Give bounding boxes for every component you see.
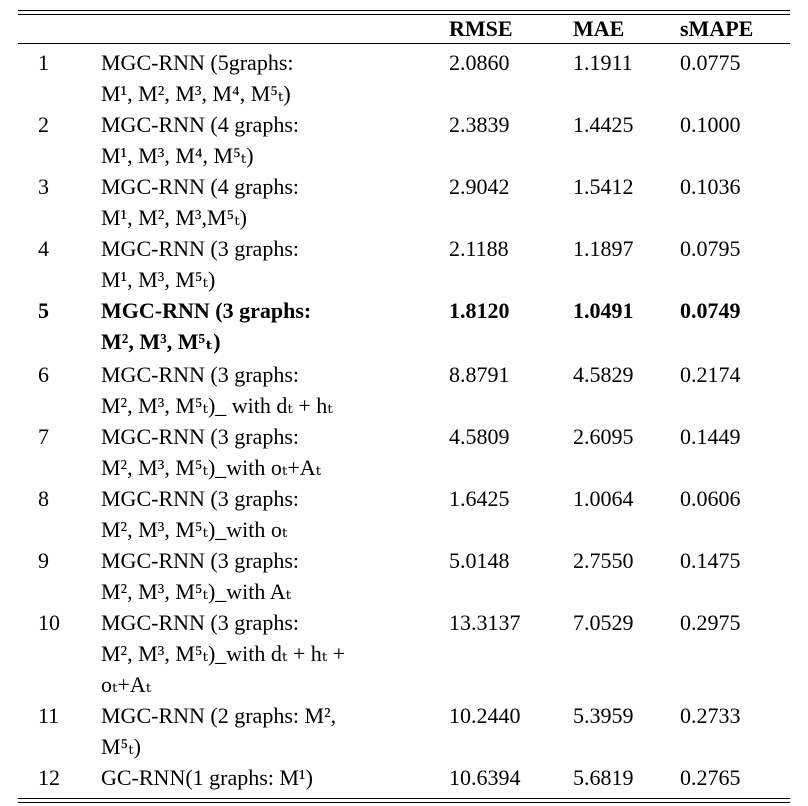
model-line: MGC-RNN (4 graphs: (101, 174, 299, 199)
row-rmse: 13.3137 (449, 610, 521, 635)
row-index: 8 (38, 486, 49, 511)
row-mae: 2.6095 (573, 424, 634, 449)
row-rmse: 4.5809 (449, 424, 510, 449)
model-line: M¹, M³, M⁴, M⁵ₜ) (101, 143, 254, 168)
table-header (0, 15, 808, 43)
row-model (101, 295, 441, 357)
table-top-rule (18, 10, 790, 11)
header-rmse: RMSE (449, 16, 513, 41)
model-line: MGC-RNN (2 graphs: M², (101, 703, 337, 728)
header-rule (18, 43, 790, 44)
row-index: 9 (38, 548, 49, 573)
row-index: 3 (38, 174, 49, 199)
model-line: MGC-RNN (4 graphs: (101, 112, 299, 137)
model-line: M¹, M³, M⁵ₜ) (101, 267, 216, 292)
row-index: 7 (38, 424, 49, 449)
model-line: M², M³, M⁵ₜ)_with oₜ+Aₜ (101, 455, 322, 480)
row-model (101, 233, 441, 295)
model-line: oₜ+Aₜ (101, 672, 152, 697)
row-rmse: 1.6425 (449, 486, 510, 511)
row-smape: 0.0775 (680, 50, 741, 75)
row-mae: 1.5412 (573, 174, 634, 199)
header-mae: MAE (573, 16, 625, 41)
row-mae: 5.3959 (573, 703, 634, 728)
model-line: M², M³, M⁵ₜ) (101, 329, 221, 354)
model-line: MGC-RNN (3 graphs: (101, 298, 312, 323)
row-smape: 0.1036 (680, 174, 741, 199)
model-line: MGC-RNN (3 graphs: (101, 548, 299, 573)
table-bottom-rule-inner (18, 798, 790, 799)
model-line: MGC-RNN (3 graphs: (101, 610, 299, 635)
model-line: M¹, M², M³,M⁵ₜ) (101, 205, 247, 230)
row-index: 11 (38, 703, 60, 728)
row-smape: 0.2174 (680, 362, 741, 387)
row-smape: 0.1475 (680, 548, 741, 573)
table-bottom-rule (18, 802, 790, 803)
model-line: M², M³, M⁵ₜ)_with dₜ + hₜ + (101, 641, 346, 666)
model-line: M², M³, M⁵ₜ)_ with dₜ + hₜ (101, 393, 333, 418)
header-smape: sMAPE (680, 16, 754, 41)
row-smape: 0.0795 (680, 236, 741, 261)
model-line: MGC-RNN (3 graphs: (101, 424, 299, 449)
row-rmse: 2.3839 (449, 112, 510, 137)
row-mae: 7.0529 (573, 610, 634, 635)
row-smape: 0.2765 (680, 765, 741, 790)
model-line: M¹, M², M³, M⁴, M⁵ₜ) (101, 81, 291, 106)
row-index: 4 (38, 236, 49, 261)
row-index: 5 (38, 298, 49, 323)
row-rmse: 5.0148 (449, 548, 510, 573)
row-index: 10 (38, 610, 60, 635)
row-model (101, 483, 441, 545)
row-smape: 0.1449 (680, 424, 741, 449)
row-model (101, 359, 441, 421)
row-mae: 4.5829 (573, 362, 634, 387)
model-line: M², M³, M⁵ₜ)_with Aₜ (101, 579, 292, 604)
row-model (101, 545, 441, 607)
row-model (101, 421, 441, 483)
row-rmse: 8.8791 (449, 362, 510, 387)
row-model (101, 171, 441, 233)
row-smape: 0.2975 (680, 610, 741, 635)
model-line: MGC-RNN (3 graphs: (101, 362, 299, 387)
model-line: MGC-RNN (5graphs: (101, 50, 294, 75)
row-smape: 0.2733 (680, 703, 741, 728)
row-model (101, 47, 441, 109)
row-rmse: 2.9042 (449, 174, 510, 199)
model-line: MGC-RNN (3 graphs: (101, 486, 299, 511)
row-smape: 0.1000 (680, 112, 741, 137)
row-model (101, 607, 441, 700)
row-rmse: 10.2440 (449, 703, 521, 728)
model-line: M², M³, M⁵ₜ)_with oₜ (101, 517, 288, 542)
row-mae: 1.4425 (573, 112, 634, 137)
row-index: 2 (38, 112, 49, 137)
row-smape: 0.0606 (680, 486, 741, 511)
row-model (101, 762, 441, 793)
row-rmse: 10.6394 (449, 765, 521, 790)
row-index: 1 (38, 50, 49, 75)
row-index: 12 (38, 765, 60, 790)
row-mae: 2.7550 (573, 548, 634, 573)
row-smape: 0.0749 (680, 298, 741, 323)
row-rmse: 2.1188 (449, 236, 509, 261)
model-line: M⁵ₜ) (101, 734, 141, 759)
row-model (101, 109, 441, 171)
row-rmse: 2.0860 (449, 50, 510, 75)
model-line: GC-RNN(1 graphs: M¹) (101, 765, 313, 790)
row-mae: 1.1897 (573, 236, 634, 261)
row-model (101, 700, 441, 762)
row-mae: 1.0064 (573, 486, 634, 511)
row-rmse: 1.8120 (449, 298, 510, 323)
row-mae: 5.6819 (573, 765, 634, 790)
model-line: MGC-RNN (3 graphs: (101, 236, 299, 261)
row-mae: 1.0491 (573, 298, 634, 323)
row-mae: 1.1911 (573, 50, 633, 75)
row-index: 6 (38, 362, 49, 387)
